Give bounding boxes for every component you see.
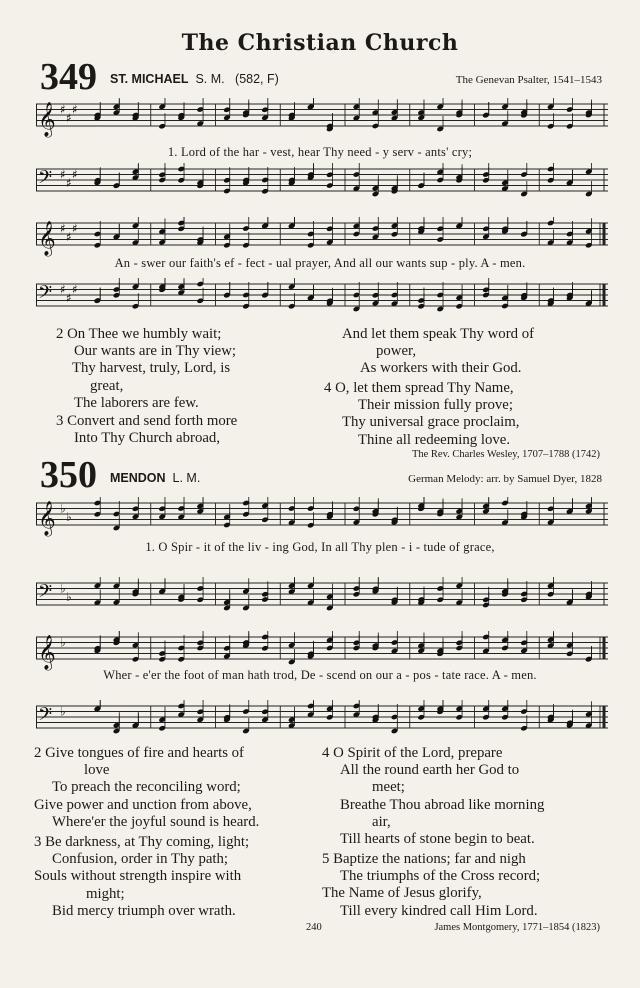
staff-350-2-bass <box>36 700 608 728</box>
tune-info-350 <box>110 471 200 485</box>
staff-350-1-treble <box>36 497 608 536</box>
staff-349-2-treble <box>36 217 608 256</box>
staff-350-1-bass <box>36 577 608 605</box>
verse-350-2: 2 Give tongues of fire and hearts of love To preach the reconciling word; Give power and unction from above, Where'er the joyful sound is heard. <box>34 745 260 830</box>
treble-clef-icon: 𝄞 <box>38 635 56 670</box>
meter: S. M. <box>195 72 225 86</box>
svg-text:♭: ♭ <box>60 581 66 596</box>
svg-text:♭: ♭ <box>60 635 66 650</box>
verse-350-5: 5 Baptize the nations; far and nigh The triumphs of the Cross record; The Name of Jesus glorify, Till every kindred call Him Lord. <box>322 851 541 919</box>
verse-350-3: 3 Be darkness, at Thy coming, light; Confusion, order in Thy path; Souls without strength inspire with might; Bid mercy triumph over wrath. <box>34 834 250 919</box>
footer-credit: James Montgomery, 1771–1854 (1823) <box>434 922 600 933</box>
svg-text:♯: ♯ <box>60 221 66 236</box>
svg-text:♭: ♭ <box>60 501 66 516</box>
svg-text:♯: ♯ <box>60 102 66 117</box>
svg-text:♯: ♯ <box>66 229 72 244</box>
tune-name: ST. MICHAEL <box>110 72 189 86</box>
bass-clef-icon: 𝄢 <box>38 581 53 607</box>
svg-text:♯: ♯ <box>72 282 78 297</box>
bass-clef-icon: 𝄢 <box>38 167 53 193</box>
svg-text:♭: ♭ <box>66 589 72 604</box>
verse-349-3: 3 Convert and send forth more Into Thy Church abroad, <box>56 413 238 447</box>
svg-text:♭: ♭ <box>66 509 72 524</box>
staff-349-1-bass <box>36 163 608 191</box>
svg-text:♯: ♯ <box>72 102 78 117</box>
treble-clef-icon: 𝄞 <box>38 102 56 137</box>
svg-text:♯: ♯ <box>60 167 66 182</box>
staff-349-2-bass <box>36 278 608 306</box>
lyric-350-line2: Wher - e'er the foot of man hath trod, De - scend on our a - pos - tate race. A - men. <box>103 668 537 682</box>
hymn-number-350: 350 <box>40 454 97 496</box>
tune-ref: (582, F) <box>235 72 279 86</box>
svg-text:♯: ♯ <box>66 110 72 125</box>
text-credit-349: The Rev. Charles Wesley, 1707–1788 (1742) <box>411 449 600 460</box>
treble-clef-icon: 𝄞 <box>38 501 56 536</box>
bass-clef-icon: 𝄢 <box>38 704 53 730</box>
verse-349-2: 2 On Thee we humbly wait; Our wants are in Thy view; Thy harvest, truly, Lord, is great, The laborers are few. <box>56 326 237 411</box>
verse-350-4: 4 O Spirit of the Lord, prepare All the round earth her God to meet; Breathe Thou abroad like morning air, Till hearts of stone begin to beat. <box>322 745 545 848</box>
meter: L. M. <box>172 471 201 485</box>
svg-text:♯: ♯ <box>72 167 78 182</box>
verse-349-4: 4 O, let them spread Thy Name, Their mission fully prove; Thy universal grace proclaim, Thine all redeeming love. <box>324 380 520 448</box>
svg-text:♯: ♯ <box>66 290 72 305</box>
lyric-349-line2: An - swer our faith's ef - fect - ual prayer, And all our wants sup - ply. A - men. <box>114 256 526 270</box>
svg-text:♯: ♯ <box>60 282 66 297</box>
bass-clef-icon: 𝄢 <box>38 282 53 308</box>
staff-349-1-treble <box>36 98 608 137</box>
music-credit-350: German Melody: arr. by Samuel Dyer, 1828 <box>408 473 602 485</box>
svg-text:♭: ♭ <box>60 704 66 719</box>
tune-name: MENDON <box>110 471 166 485</box>
svg-text:♯: ♯ <box>66 175 72 190</box>
page-header: The Christian Church <box>181 30 459 56</box>
hymn-number-349: 349 <box>40 56 97 98</box>
verse-349-3-cont: And let them speak Thy word of power, As workers with their God. <box>342 326 535 377</box>
svg-text:♯: ♯ <box>72 221 78 236</box>
staff-350-2-treble <box>36 631 608 670</box>
treble-clef-icon: 𝄞 <box>38 221 56 256</box>
page-number: 240 <box>306 922 322 933</box>
lyric-350-line1: 1. O Spir - it of the liv - ing God, In all Thy plen - i - tude of grace, <box>145 540 495 554</box>
music-credit-349: The Genevan Psalter, 1541–1543 <box>455 74 602 86</box>
tune-info-349 <box>110 72 279 86</box>
lyric-349-line1: 1. Lord of the har - vest, hear Thy need - y serv - ants' cry; <box>167 145 473 159</box>
